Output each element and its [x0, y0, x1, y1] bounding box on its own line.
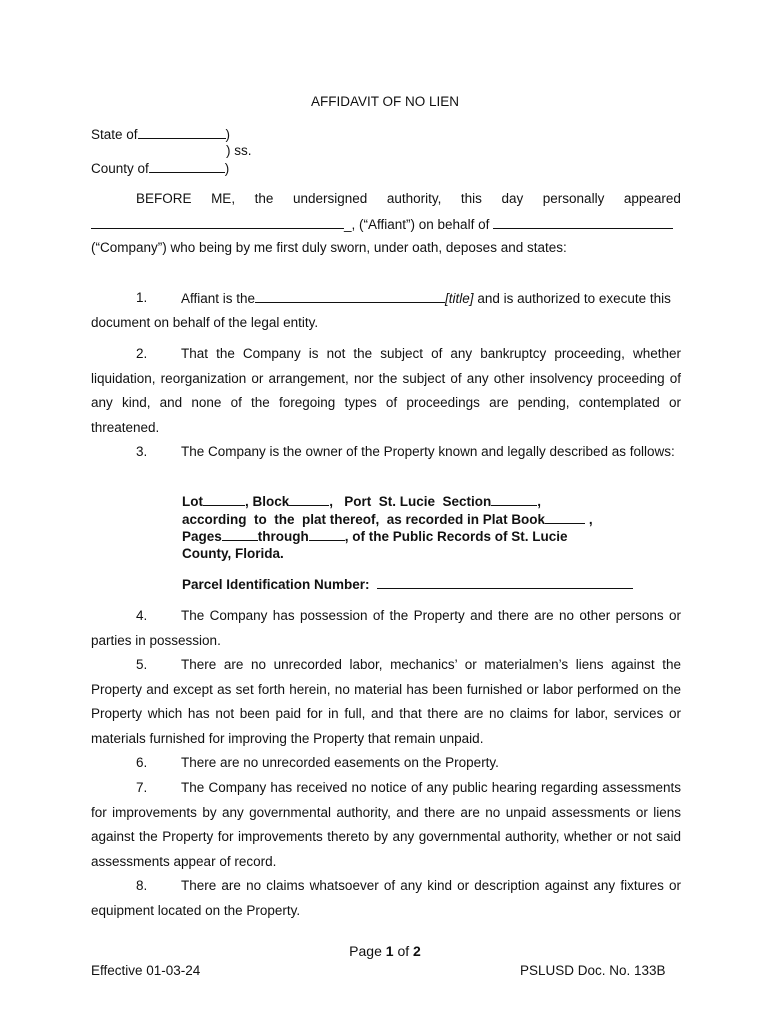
item-number: 2.: [136, 346, 148, 361]
item-number: 4.: [136, 608, 148, 623]
lot-blank[interactable]: [203, 493, 245, 506]
item-number: 1.: [136, 290, 148, 305]
intro-word: undersigned: [292, 191, 368, 206]
page-total: 2: [413, 943, 421, 959]
page-prefix: Page: [349, 943, 386, 959]
through-blank[interactable]: [309, 528, 345, 541]
records-label: , of the Public Records of St. Lucie: [344, 529, 568, 544]
item-4-paragraph: [91, 604, 681, 653]
block-blank[interactable]: [289, 493, 329, 506]
item-5-paragraph: [91, 653, 681, 751]
lot-label: Lot: [182, 494, 203, 509]
venue-paren: ): [225, 127, 231, 142]
intro-word: personally: [542, 191, 605, 206]
title-blank[interactable]: [255, 290, 445, 303]
item-1-line: [181, 290, 671, 306]
property-line-4: County, Florida.: [182, 545, 284, 561]
intro-word: the: [254, 191, 274, 206]
property-line-3: [182, 528, 622, 546]
document-number: PSLUSD Doc. No. 133B: [520, 963, 666, 978]
parcel-id-label: Parcel Identification Number:: [182, 577, 370, 592]
intro-word: this: [460, 191, 482, 206]
venue-county-line: [91, 160, 229, 176]
item-number: 5.: [136, 657, 148, 672]
item-7-paragraph: [91, 776, 681, 874]
venue-ss: ) ss.: [226, 143, 252, 158]
intro-line-2: [91, 216, 673, 232]
block-label: , Block: [245, 494, 290, 509]
section-blank[interactable]: [491, 493, 537, 506]
item-2-text: That the Company is not the subject of any bankruptcy proceeding, whether liquidation, reorganization or arrangement, nor the subject of any other insolvency proceeding of any kind, and none of the foregoing types of proceedings are pending, contemplated or threatened.: [91, 346, 681, 435]
county-blank[interactable]: [149, 160, 225, 173]
title-word: [title]: [445, 291, 474, 306]
property-line-1: [182, 493, 622, 511]
item-number: 6.: [136, 755, 148, 770]
intro-line-1: [136, 191, 681, 206]
affiant-text: _, (“Affiant”) on behalf of: [344, 217, 490, 232]
item-1-post: and is authorized to execute this: [473, 291, 671, 306]
section-label: , Port St. Lucie Section: [329, 494, 492, 509]
parcel-id-line: [182, 576, 633, 592]
plat-book-label: according to the plat thereof, as recorded in Plat Book: [182, 511, 546, 527]
affiant-name-blank[interactable]: [91, 216, 344, 229]
property-line-2: [182, 511, 622, 529]
county-label: County of: [91, 161, 149, 176]
item-6-text: There are no unrecorded easements on the Property.: [181, 755, 499, 770]
page-indicator: [0, 943, 770, 959]
venue-paren: ): [224, 161, 230, 176]
item-1-continuation: document on behalf of the legal entity.: [91, 315, 319, 330]
item-2-paragraph: [91, 342, 681, 440]
intro-word: day: [501, 191, 524, 206]
item-8-paragraph: [91, 874, 681, 923]
state-blank[interactable]: [138, 126, 226, 139]
state-label: State of: [91, 127, 138, 142]
item-4-text: The Company has possession of the Property and there are no other persons or parties in possession.: [91, 608, 681, 648]
intro-word: BEFORE: [136, 191, 192, 206]
pages-label: Pages: [182, 529, 222, 544]
item-number: 8.: [136, 878, 148, 893]
item-5-text: There are no unrecorded labor, mechanics’ or materialmen’s liens against the Property and except as set forth herein, no material has been furnished or labor performed on the Property which has not been paid for in full, and that there are no claims for labor, services or materials furnished for improving the Property that remain unpaid.: [91, 657, 681, 746]
item-number: 7.: [136, 780, 148, 795]
property-description: [182, 493, 622, 562]
effective-date: Effective 01-03-24: [91, 963, 201, 978]
intro-word: ME,: [211, 191, 236, 206]
through-label: through: [257, 529, 309, 544]
item-8-text: There are no claims whatsoever of any kind or description against any fixtures or equipment located on the Property.: [91, 878, 681, 918]
item-3-paragraph: [91, 440, 681, 465]
punctuation: ,: [585, 511, 593, 527]
plat-book-blank[interactable]: [545, 511, 585, 524]
item-3-text: The Company is the owner of the Property known and legally described as follows:: [181, 444, 675, 459]
item-number: 3.: [136, 444, 148, 459]
item-1-pre: Affiant is the: [181, 291, 256, 306]
page-mid: of: [393, 943, 414, 959]
item-7-text: The Company has received no notice of any public hearing regarding assessments for improvements by any governmental authority, and there are no unpaid assessments or liens against the Property for improvements thereto by any governmental authority, whether or not said assessments appear of record.: [91, 780, 681, 869]
venue-state-line: [91, 126, 230, 142]
intro-word: authority,: [386, 191, 442, 206]
item-6-paragraph: [91, 751, 681, 776]
intro-line-3: (“Company”) who being by me first duly sworn, under oath, deposes and states:: [91, 240, 567, 255]
page-number: 1: [385, 943, 394, 959]
pages-blank[interactable]: [222, 528, 258, 541]
document-title: AFFIDAVIT OF NO LIEN: [310, 94, 460, 109]
company-name-blank[interactable]: [493, 216, 673, 229]
punctuation: ,: [537, 494, 542, 509]
intro-word: appeared: [623, 191, 681, 206]
parcel-id-blank[interactable]: [377, 576, 633, 589]
